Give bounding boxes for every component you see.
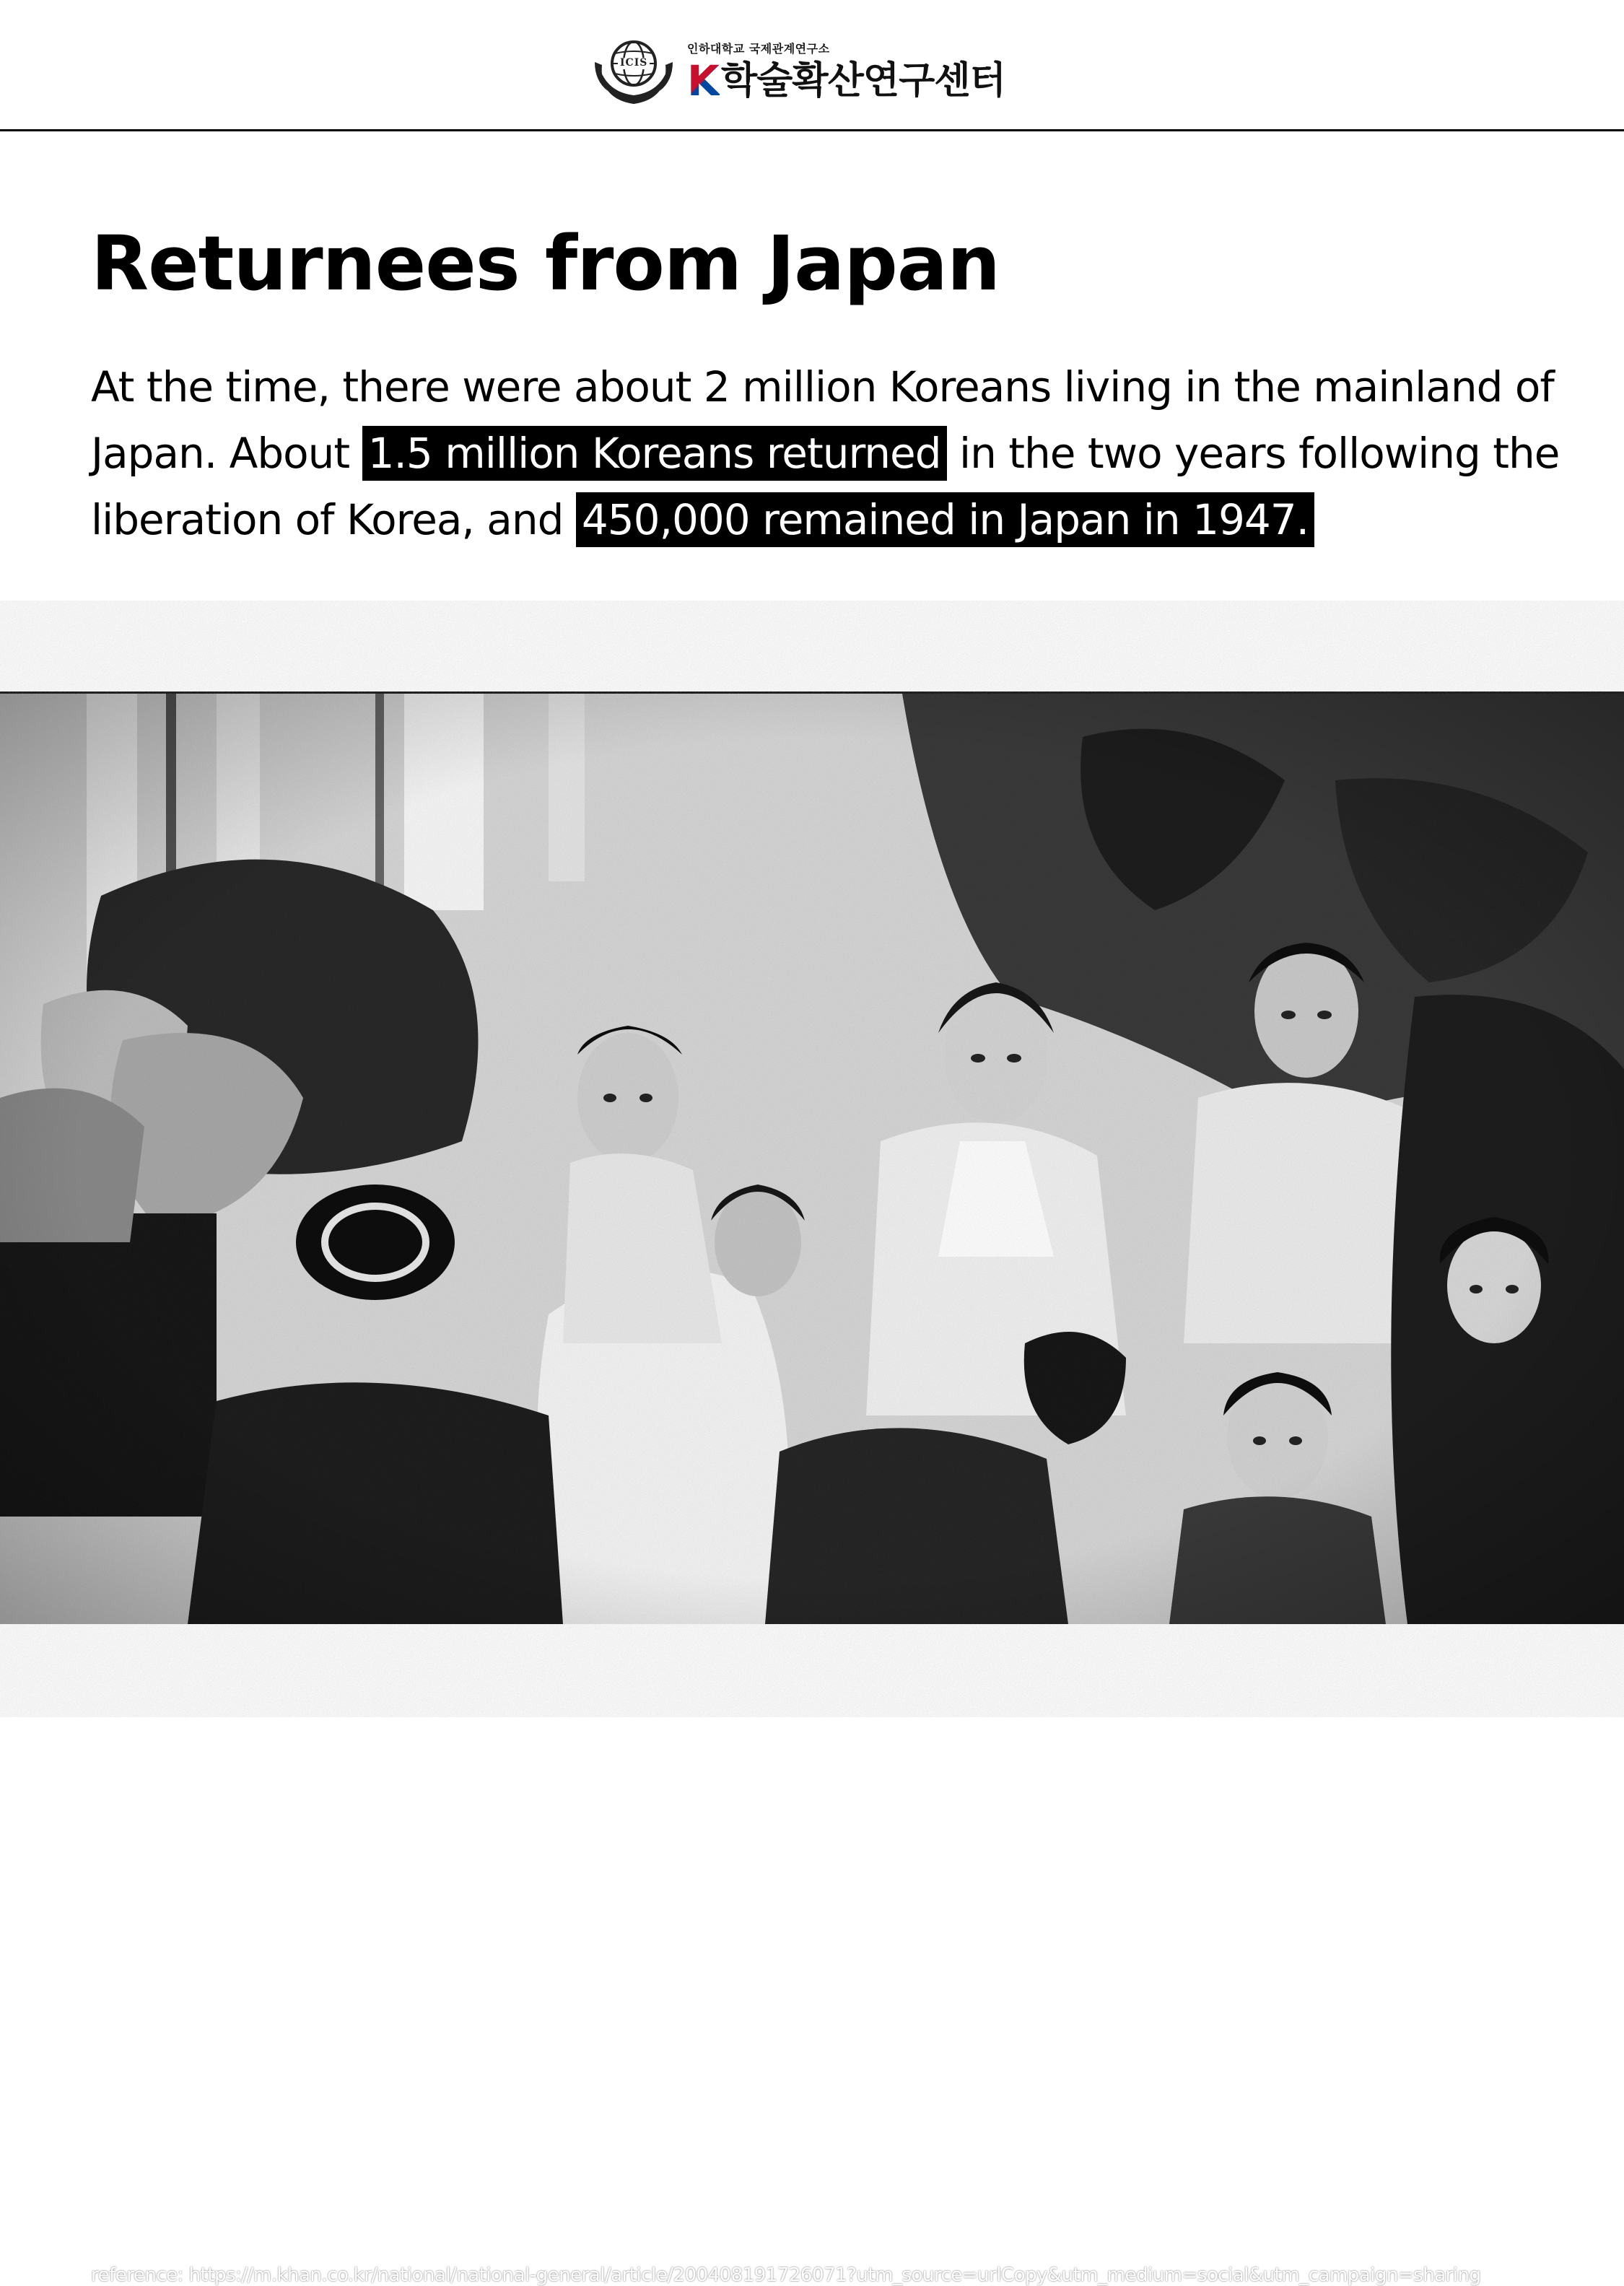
historical-photo (0, 694, 1624, 2286)
body-text-part-2: in the two years following the liberation of Korea, and (91, 429, 1560, 544)
icis-emblem-text: ICIS (620, 57, 648, 69)
highlight-returned: 1.5 million Koreans returned (362, 426, 947, 481)
body-text-part-1: At the time, there were about 2 million Koreans living in the mainland of Japan. About (91, 362, 1554, 478)
logo-title (687, 58, 1005, 104)
body-paragraph (91, 354, 1563, 553)
icis-globe-icon (593, 38, 674, 110)
logo-subtitle: 인하대학교 국제관계연구소 (687, 42, 830, 56)
header-divider (0, 129, 1624, 131)
logo-k-letter: K (687, 56, 720, 105)
logo-wordmark (687, 42, 1005, 104)
returnees-photo-illustration (0, 694, 1624, 1624)
header (0, 0, 1624, 130)
logo-name: 학술확산연구센터 (720, 59, 1005, 102)
page-title: Returnees from Japan (91, 219, 1000, 307)
photo-reference-link[interactable]: reference: https://m.khan.co.kr/national/national-general/article/200408191726071?utm_source=urlCopy&utm_medium=social&utm_campaign=sharing (91, 2264, 1481, 2286)
highlight-remained: 450,000 remained in Japan in 1947. (576, 492, 1314, 547)
